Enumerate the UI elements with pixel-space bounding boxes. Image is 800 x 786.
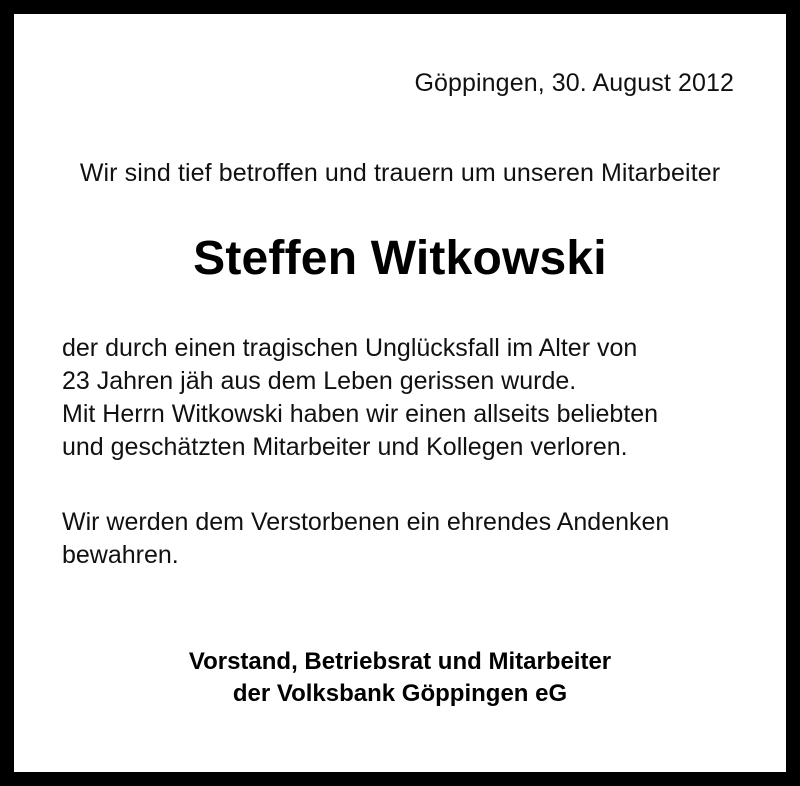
body-text [62,332,738,464]
closing-line: Wir werden dem Verstorbenen ein ehrendes Andenken [62,508,670,537]
signature-line: der Volksbank Göppingen eG [232,680,568,708]
dateline: Göppingen, 30. August 2012 [414,69,734,97]
closing-line: bewahren. [62,541,179,570]
intro-text: Wir sind tief betroffen und trauern um unseren Mitarbeiter [79,159,721,187]
body-line: Mit Herrn Witkowski haben wir einen allseits beliebten [62,400,659,429]
body-line: und geschätzten Mitarbeiter und Kollegen verloren. [62,433,628,462]
obituary-card [14,14,786,772]
body-line: der durch einen tragischen Unglücksfall im Alter von [62,334,638,363]
deceased-name: Steffen Witkowski [193,232,607,286]
signature-line: Vorstand, Betriebsrat und Mitarbeiter [188,648,612,676]
signature-block [62,646,738,711]
closing-text [62,506,738,572]
body-line: 23 Jahren jäh aus dem Leben gerissen wurde. [62,367,577,396]
